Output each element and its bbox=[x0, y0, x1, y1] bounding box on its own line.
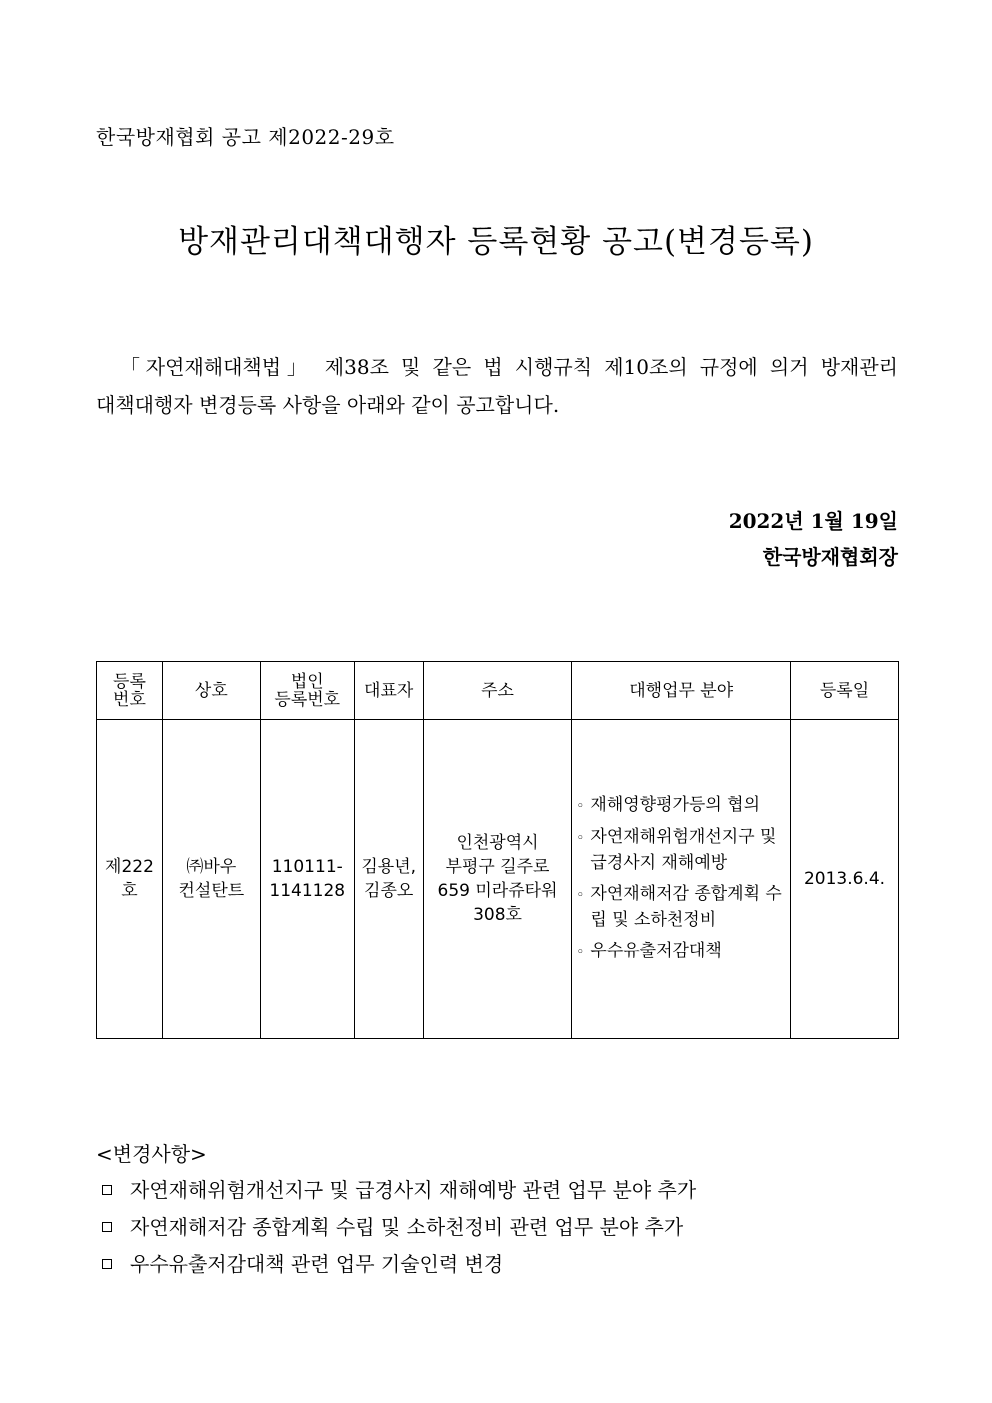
body-line-2: 대책대행자 변경등록 사항을 아래와 같이 공고합니다. bbox=[96, 393, 560, 417]
changes-heading: <변경사항> bbox=[96, 1142, 207, 1166]
square-bullet-icon bbox=[102, 1259, 112, 1269]
cell-reg-no: 제222호 bbox=[97, 720, 163, 1039]
bullet-icon: ◦ bbox=[576, 799, 585, 814]
cell-company: ㈜바우 컨설탄트 bbox=[162, 720, 260, 1039]
square-bullet-icon bbox=[102, 1185, 112, 1195]
header-company: 상호 bbox=[162, 662, 260, 720]
list-item: ◦ 자연재해위험개선지구 및 급경사지 재해예방 bbox=[576, 827, 777, 873]
bullet-icon: ◦ bbox=[576, 831, 585, 846]
registration-table bbox=[96, 661, 899, 1039]
document-title: 방재관리대책대행자 등록현황 공고(변경등록) bbox=[178, 224, 814, 260]
cell-representative: 김용년, 김종오 bbox=[354, 720, 423, 1039]
notice-date: 2022년 1월 19일 bbox=[728, 509, 898, 533]
work-field-list bbox=[574, 793, 788, 965]
list-item: ◦ 우수유출저감대책 bbox=[576, 939, 786, 965]
header-reg-no: 등록 번호 bbox=[97, 662, 163, 720]
issuer-name: 한국방재협회장 bbox=[762, 545, 898, 569]
body-paragraph bbox=[96, 348, 898, 424]
table-row bbox=[97, 720, 899, 1039]
cell-reg-date: 2013.6.4. bbox=[791, 720, 899, 1039]
list-item: ◦ 재해영향평가등의 협의 bbox=[576, 793, 786, 819]
header-representative: 대표자 bbox=[354, 662, 423, 720]
table-header-row bbox=[97, 662, 899, 720]
header-address: 주소 bbox=[423, 662, 572, 720]
changes-list bbox=[96, 1172, 696, 1283]
header-reg-date: 등록일 bbox=[791, 662, 899, 720]
header-fields: 대행업무 분야 bbox=[572, 662, 791, 720]
cell-corp-no: 110111- 1141128 bbox=[260, 720, 354, 1039]
bullet-icon: ◦ bbox=[576, 888, 585, 903]
bullet-icon: ◦ bbox=[576, 945, 585, 960]
notice-number: 한국방재협회 공고 제2022-29호 bbox=[96, 125, 395, 149]
list-item: 우수유출저감대책 관련 업무 기술인력 변경 bbox=[96, 1246, 696, 1283]
list-item: ◦ 자연재해저감 종합계획 수립 및 소하천정비 bbox=[576, 884, 782, 930]
list-item: 자연재해위험개선지구 및 급경사지 재해예방 관련 업무 분야 추가 bbox=[96, 1172, 696, 1209]
body-line-1: 「자연재해대책법」 제38조 및 같은 법 시행규칙 제10조의 규정에 의거 방재관리 bbox=[120, 355, 898, 379]
cell-address: 인천광역시 부평구 길주로 659 미라쥬타워 308호 bbox=[423, 720, 572, 1039]
list-item: 자연재해저감 종합계획 수립 및 소하천정비 관련 업무 분야 추가 bbox=[96, 1209, 696, 1246]
header-corp-no: 법인 등록번호 bbox=[260, 662, 354, 720]
square-bullet-icon bbox=[102, 1222, 112, 1232]
cell-fields bbox=[572, 720, 791, 1039]
